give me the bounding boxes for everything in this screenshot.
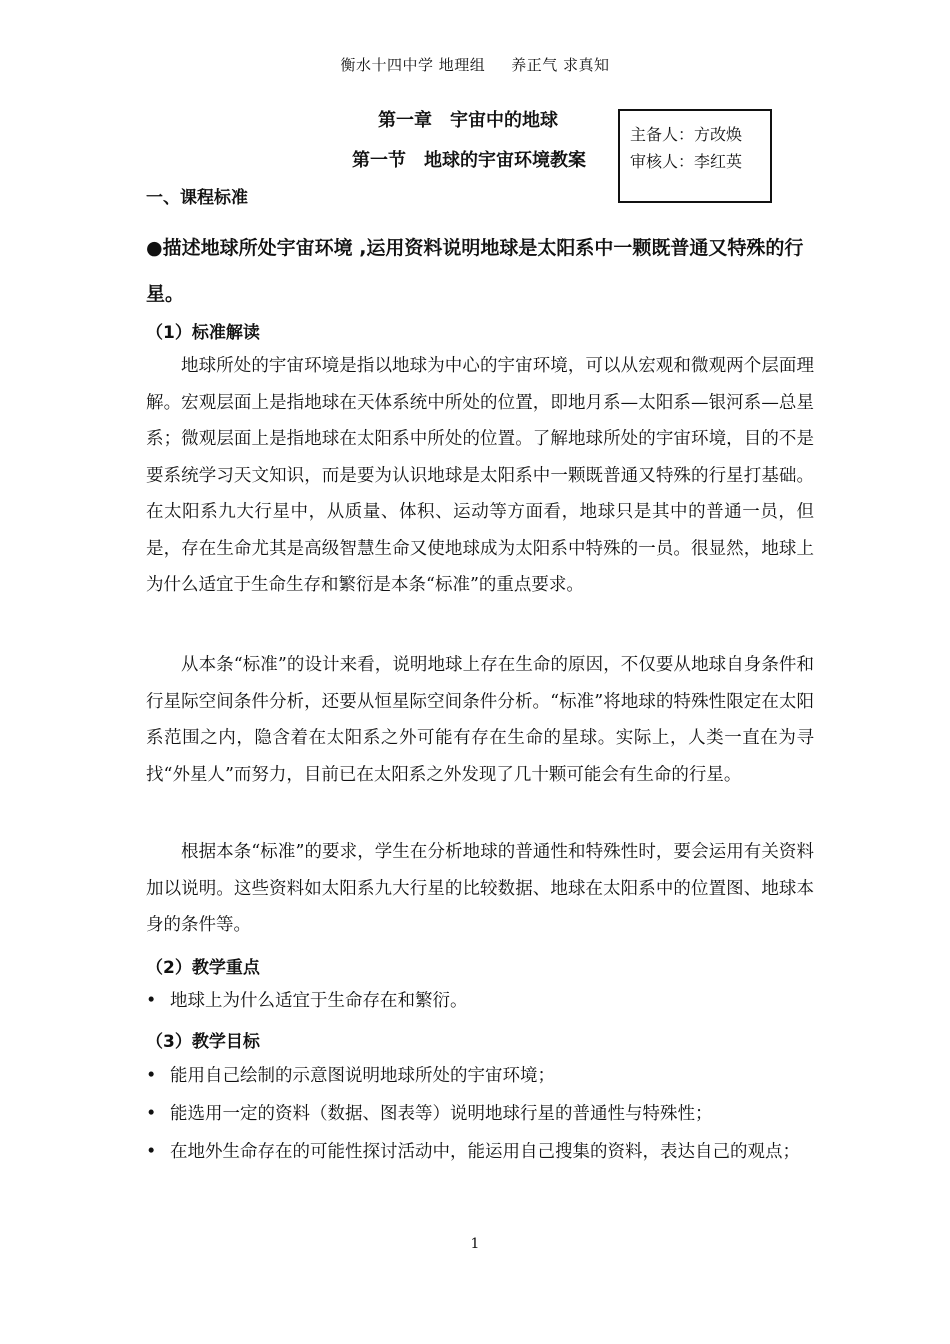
list-item [146, 1058, 814, 1094]
list-item [146, 983, 814, 1019]
bullet-icon: • [146, 991, 157, 1011]
bullet-icon: • [146, 1066, 157, 1086]
goal-item-text: 能用自己绘制的示意图说明地球所处的宇宙环境； [170, 1066, 555, 1086]
section-title: 地球的宇宙环境教案 [424, 150, 586, 171]
goal-item-text: 在地外生命存在的可能性探讨活动中，能运用自己搜集的资料，表达自己的观点； [170, 1142, 800, 1162]
header-motto: 养正气 求真知 [511, 56, 610, 74]
chapter-heading [378, 106, 558, 132]
subheading-teaching-goals: （3）教学目标 [146, 1032, 260, 1052]
header-school: 衡水十四中学 地理组 [340, 56, 486, 74]
page-header [0, 54, 950, 75]
page-number: 1 [470, 1236, 480, 1252]
author-box [618, 109, 772, 203]
section-heading [352, 146, 586, 172]
section-label: 第一节 [352, 150, 406, 171]
subheading-teaching-focus: （2）教学重点 [146, 958, 260, 978]
paragraph-3: 根据本条“标准”的要求，学生在分析地球的普通性和特殊性时，要会运用有关资料加以说明。这些资料如太阳系九大行星的比较数据、地球在太阳系中的位置图、地球本身的条件等。 [146, 842, 814, 935]
list-item [146, 1096, 814, 1132]
subheading-standard-interpretation: （1）标准解读 [146, 323, 260, 343]
chapter-label: 第一章 [378, 110, 432, 131]
bullet-icon: • [146, 1104, 157, 1124]
paragraph-2: 从本条“标准”的设计来看，说明地球上存在生命的原因，不仅要从地球自身条件和行星际空间条件分析，还要从恒星际空间条件分析。“标准”将地球的特殊性限定在太阳系范围之内，隐含着在太阳系之外可能有存在生命的星球。实际上，人类一直在为寻找“外星人”而努力，目前已在太阳系之外发现了几十颗可能会有生命的行星。 [146, 655, 814, 785]
standard-statement: ●描述地球所处宇宙环境 ,运用资料说明地球是太阳系中一颗既普通又特殊的行星。 [146, 237, 804, 305]
paragraph-1: 地球所处的宇宙环境是指以地球为中心的宇宙环境，可以从宏观和微观两个层面理解。宏观层面上是指地球在天体系统中所处的位置，即地月系—太阳系—银河系—总星系；微观层面上是指地球在太阳系中所处的位置。了解地球所处的宇宙环境，目的不是要系统学习天文知识，而是要为认识地球是太阳系中一颗既普通又特殊的行星打基础。在太阳系九大行星中，从质量、体积、运动等方面看，地球只是其中的普通一员，但是，存在生命尤其是高级智慧生命又使地球成为太阳系中特殊的一员。很显然，地球上为什么适宜于生命生存和繁衍是本条“标准”的重点要求。 [146, 356, 814, 595]
chapter-title: 宇宙中的地球 [450, 110, 558, 131]
bullet-icon: • [146, 1142, 157, 1162]
heading-course-standard: 一、课程标准 [146, 188, 248, 208]
goal-item-text: 能选用一定的资料（数据、图表等）说明地球行星的普通性与特殊性； [170, 1104, 713, 1124]
preparer-line: 主备人：方改焕 [630, 125, 743, 144]
reviewer-line: 审核人：李红英 [630, 152, 743, 171]
list-item [146, 1134, 814, 1170]
focus-item-text: 地球上为什么适宜于生命存在和繁衍。 [170, 991, 468, 1011]
